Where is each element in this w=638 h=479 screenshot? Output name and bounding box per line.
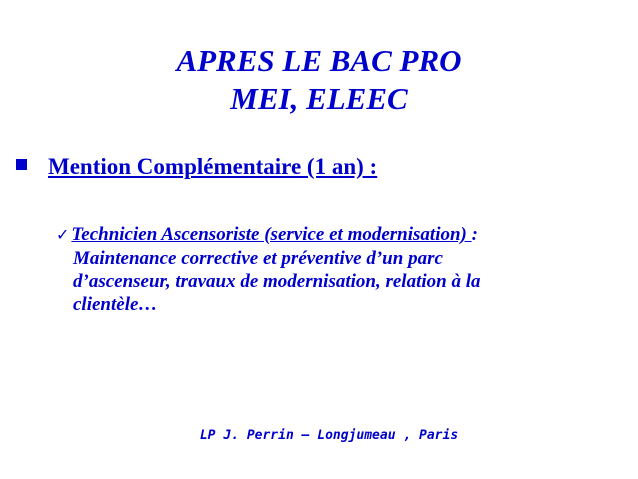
description-line: clientèle…: [73, 294, 158, 315]
slide-title-line-2: MEI, ELEEC: [230, 81, 408, 116]
square-bullet-icon: [16, 159, 27, 170]
sub-bullet-heading: [58, 223, 628, 246]
sub-bullet-label: Technicien Ascensoriste (service et modernisation): [71, 224, 472, 245]
sub-bullet-suffix: :: [471, 224, 478, 245]
description-line: Maintenance corrective et préventive d’un parc: [73, 248, 443, 269]
main-bullet-label: Mention Complémentaire (1 an) :: [48, 154, 378, 179]
description-line: d’ascenseur, travaux de modernisation, relation à la: [73, 271, 481, 292]
slide-title-line-1: APRES LE BAC PRO: [176, 43, 462, 78]
main-bullet-item: [16, 153, 377, 181]
checkmark-icon: ✓: [56, 225, 70, 244]
sub-bullet-item: [58, 223, 628, 316]
slide-title: [0, 42, 638, 118]
footer-text: LP J. Perrin – Longjumeau , Paris: [199, 428, 459, 443]
sub-bullet-description: [58, 247, 628, 316]
